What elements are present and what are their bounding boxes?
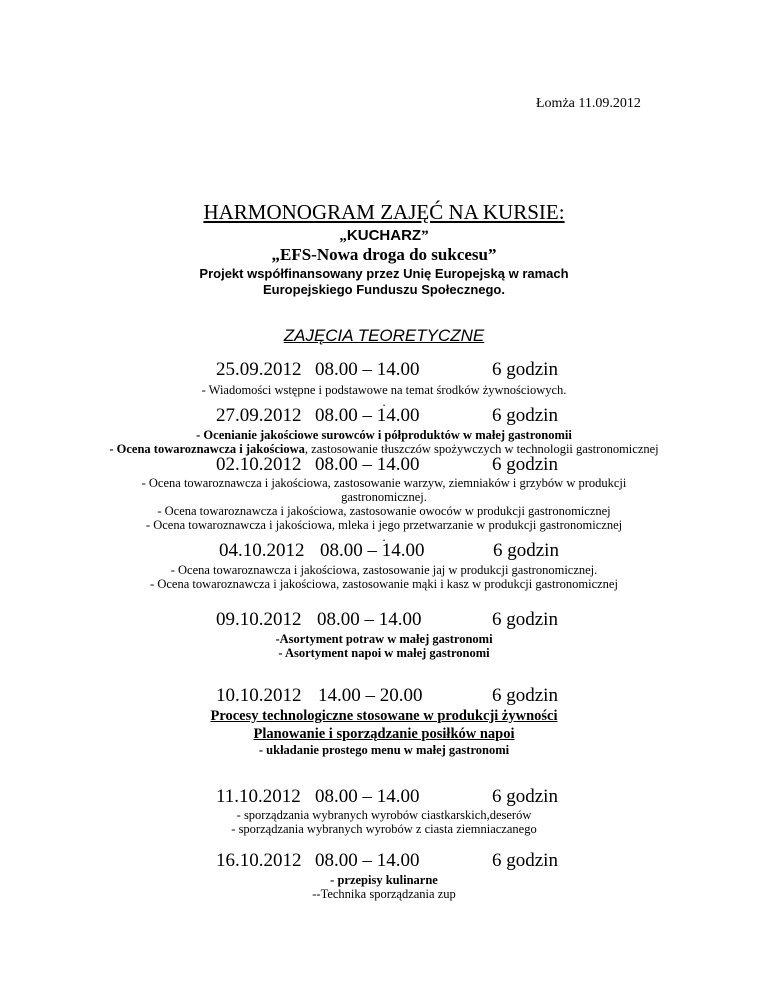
session-topic: - Asortyment napoi w małej gastronomi	[278, 646, 490, 660]
session-hours: 6 godzin	[493, 540, 559, 561]
document-title: HARMONOGRAM ZAJĘĆ NA KURSIE:	[203, 200, 565, 224]
session-time: 08.00 – 14.00	[315, 359, 420, 380]
session-header	[0, 685, 768, 707]
session-topic: --Technika sporządzania zup	[312, 887, 456, 901]
session-date: 09.10.2012	[216, 609, 302, 630]
session-time: 08.00 – 14.00	[315, 405, 420, 426]
session-time: 08.00 – 14.00	[317, 609, 422, 630]
session-topic: - układanie prostego menu w małej gastronomi	[258, 743, 510, 757]
session-topic: - Ocena towaroznawcza i jakościowa, zastosowanie jaj w produkcji gastronomicznej.	[170, 563, 598, 577]
session-topic: - Ocena towaroznawcza i jakościowa, mleka i jego przetwarzanie w produkcji gastronomicznej	[145, 518, 623, 532]
session-header	[0, 359, 768, 381]
session-topic: - sporządzania wybranych wyrobów ciastkarskich,deserów	[236, 808, 532, 822]
session-topic: gastronomicznej.	[341, 490, 427, 504]
session-time: 14.00 – 20.00	[318, 685, 423, 706]
session-hours: 6 godzin	[492, 786, 558, 807]
session-date: 11.10.2012	[216, 786, 301, 807]
session-topic: .	[382, 530, 386, 544]
session-topic: -Asortyment potraw w małej gastronomi	[275, 632, 493, 646]
session-topic-bold: - Ocena towaroznawcza i jakościowa	[109, 442, 305, 456]
project-name: „EFS-Nowa droga do sukcesu”	[271, 245, 497, 264]
session-topic: - sporządzania wybranych wyrobów z ciasta ziemniaczanego	[231, 822, 537, 836]
course-name	[0, 227, 768, 245]
session-topic: .	[382, 395, 386, 409]
session-topic: - Ocenianie jakościowe surowców i półproduktów w małej gastronomii	[196, 428, 572, 442]
session-header	[0, 850, 768, 872]
session-header	[0, 405, 768, 427]
session-date: 02.10.2012	[216, 454, 302, 475]
session-hours: 6 godzin	[492, 850, 558, 871]
session-topic: - Wiadomości wstępne i podstawowe na temat środków żywnościowych.	[201, 383, 567, 397]
session-date: 16.10.2012	[216, 850, 302, 871]
session-hours: 6 godzin	[492, 685, 558, 706]
section-title: ZAJĘCIA TEORETYCZNE	[283, 326, 485, 345]
session-time: 08.00 – 14.00	[320, 540, 425, 561]
funding-line-2: Europejskiego Funduszu Społecznego.	[263, 282, 505, 297]
session-header	[0, 786, 768, 808]
session-date: 25.09.2012	[216, 359, 302, 380]
course-close-quote: ”	[421, 228, 429, 244]
session-date: 27.09.2012	[216, 405, 302, 426]
session-hours: 6 godzin	[492, 405, 558, 426]
course-open-quote: „	[339, 228, 347, 244]
session-time: 08.00 – 14.00	[315, 786, 420, 807]
course-title: KUCHARZ	[346, 227, 422, 244]
session-topic: - Ocena towaroznawcza i jakościowa, zastosowanie owoców w produkcji gastronomicznej	[157, 504, 611, 518]
session-header	[0, 454, 768, 476]
funding-line-1: Projekt współfinansowany przez Unię Europejską w ramach	[199, 266, 569, 281]
session-time: 08.00 – 14.00	[315, 454, 420, 475]
session-topic: - Ocena towaroznawcza i jakościowa, zastosowanie mąki i kasz w produkcji gastronomicznej	[150, 577, 618, 591]
session-time: 08.00 – 14.00	[315, 850, 420, 871]
session-hours: 6 godzin	[492, 359, 558, 380]
session-heading: Procesy technologiczne stosowane w produkcji żywności	[210, 708, 558, 724]
session-topic-rest: , zastosowanie tłuszczów spożywczych w technologii gastronomicznej	[304, 442, 659, 456]
session-topic: - Ocena towaroznawcza i jakościowa, zastosowanie warzyw, ziemniaków i grzybów w produkcji	[141, 476, 627, 490]
session-header	[0, 609, 768, 631]
session-hours: 6 godzin	[492, 609, 558, 630]
session-date: 10.10.2012	[216, 685, 302, 706]
session-header	[0, 540, 768, 562]
session-hours: 6 godzin	[492, 454, 558, 475]
place-date: Łomża 11.09.2012	[536, 96, 641, 111]
session-topic: - przepisy kulinarne	[330, 873, 438, 887]
session-date: 04.10.2012	[219, 540, 305, 561]
session-heading: Planowanie i sporządzanie posiłków napoi	[253, 726, 515, 742]
